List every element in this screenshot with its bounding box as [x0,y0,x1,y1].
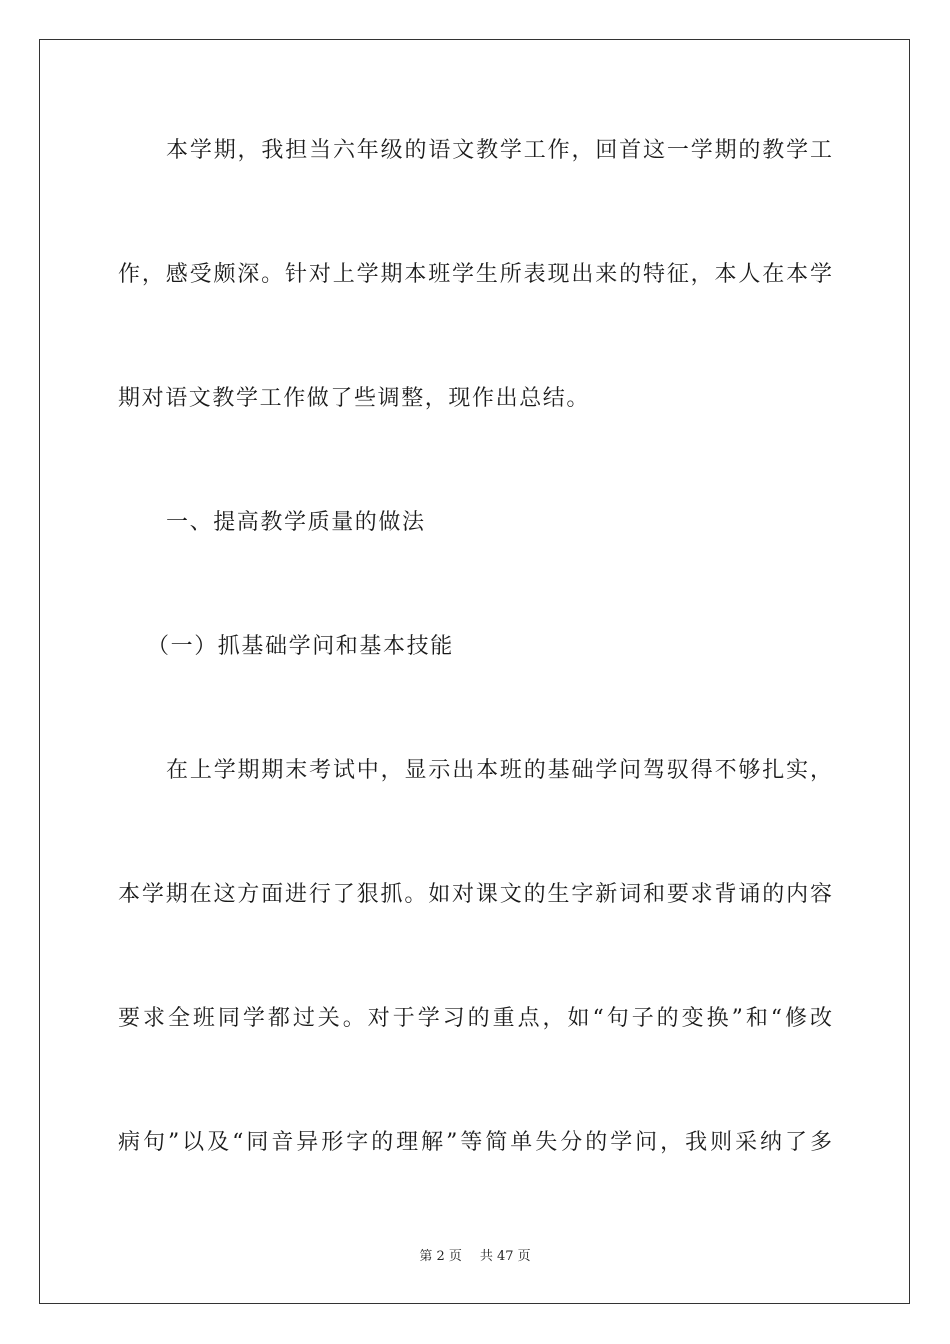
paragraph-line-5: 本学期在这方面进行了狠抓。如对课文的生字新词和要求背诵的内容 [118,882,832,907]
section-heading: 一、提高教学质量的做法 [166,510,426,535]
page-footer [0,1248,950,1266]
paragraph-line-1: 本学期，我担当六年级的语文教学工作，回首这一学期的教学工 [166,138,832,163]
page-number: 第 2 页 [419,1249,462,1264]
paragraph-line-4: 在上学期期末考试中，显示出本班的基础学问驾驭得不够扎实， [166,758,832,783]
paragraph-line-6: 要求全班同学都过关。对于学习的重点，如“句子的变换”和“修改 [118,1006,832,1031]
paragraph-line-2: 作，感受颇深。针对上学期本班学生所表现出来的特征，本人在本学 [118,262,832,287]
page-border [39,39,910,1304]
total-pages: 共 47 页 [479,1249,531,1264]
paragraph-line-7: 病句”以及“同音异形字的理解”等简单失分的学问，我则采纳了多 [118,1130,832,1155]
subsection-heading: （一）抓基础学问和基本技能 [147,634,454,659]
paragraph-line-3: 期对语文教学工作做了些调整，现作出总结。 [118,386,591,411]
